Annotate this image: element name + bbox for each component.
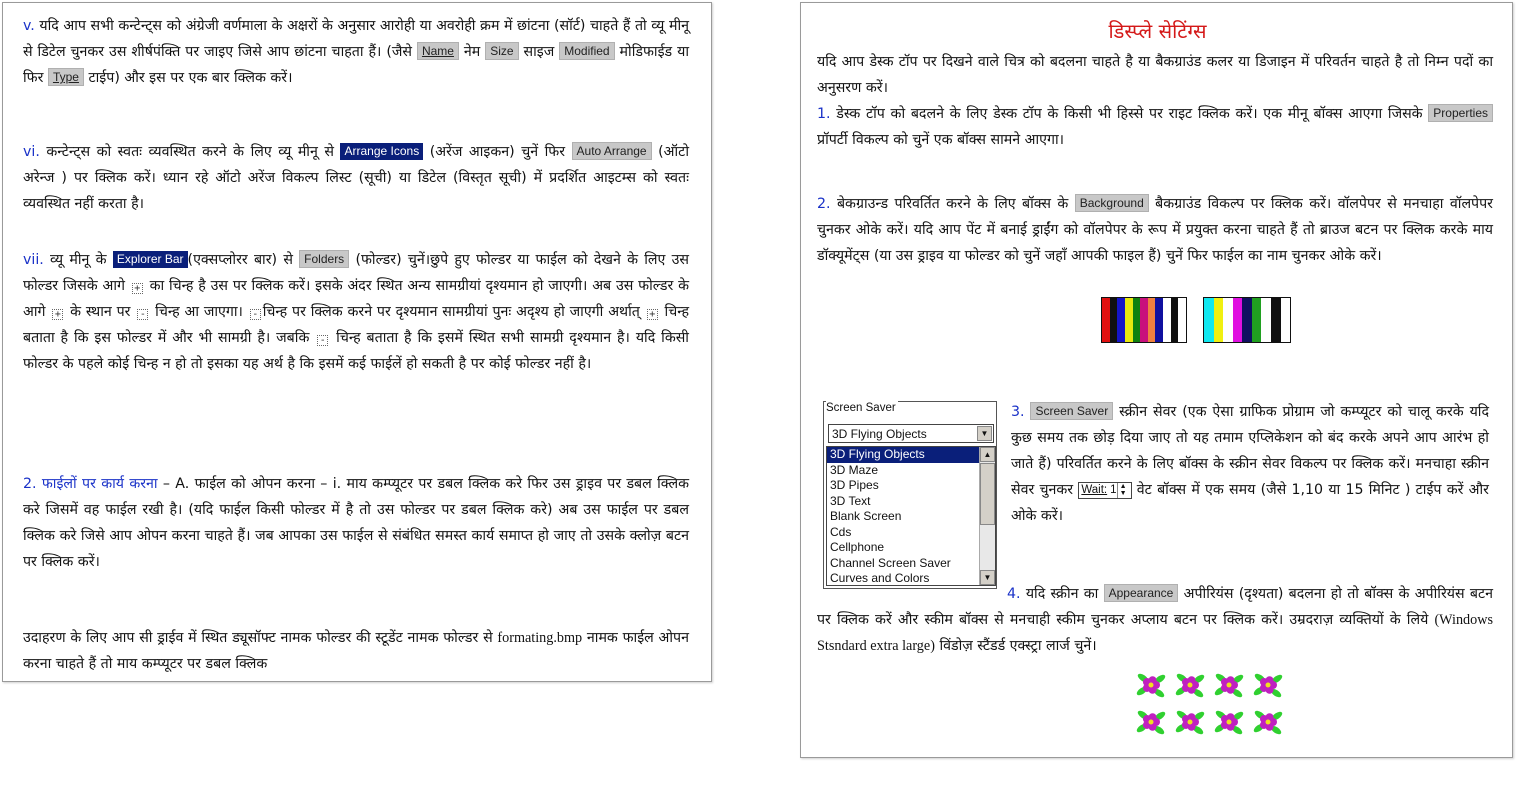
screensaver-dialog [823,401,997,589]
collapse-minus-icon: - [137,309,148,320]
item-marker: vi. [23,144,40,160]
item-marker: v. [23,18,35,34]
properties-menu-item[interactable]: Properties [1428,104,1493,122]
left-document-page [2,2,712,682]
step-number: 2. [817,196,831,212]
flower-motif [1252,709,1283,736]
list-item[interactable]: Cds [830,524,852,539]
paragraph-text: साइज [518,44,560,60]
wait-value: 1 [1110,484,1117,496]
paragraph-text: चिन्ह बताता है कि इस फोल्डर में और भी सामग्री है। जबकि [23,304,690,346]
paragraph-text: नामक फाईल ओपन करना चाहते हैं तो माय कम्प्यूटर पर डबल क्लिक [23,630,689,672]
list-scrollbar[interactable] [979,447,995,585]
list-item[interactable]: 3D Flying Objects [827,447,995,463]
english-scheme-name: (Windows Stsndard extra large) [817,612,1493,654]
modified-column-button[interactable]: Modified [559,42,614,60]
color-stripe [1125,298,1133,342]
color-stripe [1155,298,1163,342]
color-stripe [1102,298,1110,342]
list-item[interactable]: 3D Pipes [830,478,879,492]
flower-motif [1174,672,1205,699]
spinner-arrows-icon[interactable]: ▲ ▼ [1117,483,1129,498]
scroll-thumb[interactable] [980,463,995,525]
item-marker: vii. [23,252,44,268]
folders-menu-item[interactable]: Folders [299,250,349,268]
paragraph-text: (एक्सप्लोरर बार) से [187,252,300,268]
color-stripe [1110,298,1118,342]
step-2-paragraph [817,191,1493,269]
paragraph-text: टाईप) और इस पर एक बार क्लिक करें। [83,70,293,86]
expand-plus-icon: + [132,283,143,294]
page-title: डिस्प्ले सेटिंग्स [1108,19,1207,43]
flower-motif [1213,709,1244,736]
paragraph-text: कन्टेन्ट्स को स्वतः व्यवस्थित करने के लिए व्यू मीनू से [39,144,341,160]
color-stripe [1140,298,1148,342]
paragraph-text: का चिन्ह है उस पर क्लिक करें। इसके अंदर स्थित अन्य सामग्रीयां दृश्यमान हो जाएगी। अब उस फोल्डर के आगे [23,278,689,320]
color-stripe [1252,298,1262,342]
size-column-button[interactable]: Size [485,42,518,60]
paragraph-text: डेस्क टॉप को बदलने के लिए डेस्क टॉप के किसी भी हिस्से पर राइट क्लिक करें। एक मीनू बॉक्स आएगा जिसके [830,106,1429,122]
paragraph-text: यदि स्क्रीन का [1020,586,1104,602]
scroll-up-icon[interactable]: ▲ [980,447,995,462]
paragraph-text: अपीरियंस (दृश्यता) बदलना हो तो बॉक्स के अपीरियंस बटन पर क्लिक करें और स्कीम बॉक्स से मनचाही स्कीम चुनकर अप्लाय बटन पर क्लिक करें। उम्रदराज़ व्यक्तियों के लिये [817,586,1493,628]
color-stripe [1214,298,1224,342]
background-tab[interactable]: Background [1075,194,1149,212]
color-stripe [1117,298,1125,342]
right-document-page [800,2,1513,758]
step-3-paragraph [1011,399,1489,529]
step-4-paragraph [817,581,1493,659]
paragraph-vi [23,139,689,217]
paragraph-example [23,625,689,677]
list-item[interactable]: 3D Text [830,493,871,508]
paragraph-text: चिन्ह पर क्लिक करने पर दृश्यमान सामग्रीयां पुनः अदृश्य हो जाएगी अर्थात् [262,304,645,320]
color-stripe [1242,298,1252,342]
paragraph-text: विंडोज़ स्टैंडर्ड एक्स्ट्रा लार्ज चुनें। [934,638,1097,654]
filename-text: formating.bmp [497,630,583,646]
color-stripe [1148,298,1156,342]
list-item[interactable]: Curves and Colors [830,571,930,585]
color-stripe [1271,298,1281,342]
color-stripe [1178,298,1186,342]
step-number: 3. [1011,404,1025,420]
step-number: 1. [817,106,831,122]
paragraph-text: बेकग्राउन्ड परिवर्तित करने के लिए बॉक्स के [830,196,1075,212]
paragraph-text: व्यू मीनू के [43,252,113,268]
paragraph-text: चिन्ह बताता है कि इसमें स्थित सभी सामग्री दृश्यमान है। यदि किसी फोल्डर के पहले कोई चिन्ह न हो तो इसका यह अर्थ है कि इसमें कई फाईलें हो सकती है पर कोई फोल्डर नहीं है। [23,330,689,372]
wait-spinner[interactable] [1078,482,1131,499]
expand-plus-icon: + [52,309,63,320]
paragraph-v [23,13,689,91]
paragraph-text: चिन्ह आ जाएगा। [150,304,248,320]
list-item[interactable]: 3D Maze [830,462,879,477]
paragraph-text: मोडिफाईड या फिर [23,44,690,86]
paragraph-text: स्क्रीन सेवर (एक ऐसा ग्राफिक प्रोग्राम जो कम्प्यूटर को चालू करके यदि कुछ समय तक छोड़ दिया जाए तो यह तमाम एप्लिकेशन को बंद करके अपने आप आरंभ हो जाते हैं) परिवर्तित करने के लिए बॉक्स के स्क्रीन सेवर विकल्प पर क्लिक करें। मनचाहा स्क्रीन सेवर चुनकर [1011,404,1490,498]
screen-saver-tab[interactable]: Screen Saver [1030,402,1113,420]
paragraph-text: (ऑटो अरेन्ज ) पर क्लिक करें। ध्यान रहे ऑटो अरेंज विकल्प लिस्ट (सूची) या डिटेल (विस्तृत सूची) में प्रदर्शित आइटम्स को स्वतः व्यवस्थित नहीं करता है। [23,144,689,212]
color-stripe [1133,298,1141,342]
color-stripes-image-2 [1203,297,1291,343]
intro-paragraph: यदि आप डेस्क टॉप पर दिखने वाले चित्र को बदलना चाहते है या बैकग्राउंड कलर या डिजाइन में परिवर्तन चाहते है तो निम्न पदों का अनुसरण करें। [817,54,1493,96]
flower-motif [1135,672,1166,699]
flower-motif [1174,709,1205,736]
appearance-tab[interactable]: Appearance [1104,584,1179,602]
flower-motif [1135,709,1166,736]
flower-motif [1213,672,1244,699]
flower-motif [1252,672,1283,699]
color-stripe [1261,298,1271,342]
paragraph-text: वेट बॉक्स में एक समय (जैसे 1,10 या 15 मिनिट ) टाईप करें और ओके करें। [1011,482,1489,524]
auto-arrange-menu-item[interactable]: Auto Arrange [572,142,652,160]
list-item[interactable]: Blank Screen [830,509,902,523]
explorer-bar-menu-item[interactable]: Explorer Bar [113,251,188,268]
list-item[interactable]: Cellphone [830,540,885,554]
step-number: 4. [1007,586,1021,602]
paragraph-files [23,471,689,575]
type-column-button[interactable]: Type [48,68,84,86]
scroll-down-icon[interactable]: ▼ [980,570,995,585]
paragraph-text: प्रॉपर्टी विकल्प को चुनें एक बॉक्स सामने आएगा। [817,132,1065,148]
collapse-minus-icon: - [250,309,261,320]
color-stripe [1204,298,1214,342]
screensaver-dropdown[interactable] [828,424,994,443]
paragraph-text: (फोल्डर) चुनें।छुपे हुए फोल्डर या फाईल को देखने के लिए उस फोल्डर जिसके आगे [23,252,689,294]
flower-pattern-image [1131,667,1289,741]
step-1-paragraph [817,101,1493,153]
screensaver-list[interactable] [826,446,996,586]
paragraph-text: (अरेंज आइकन) चुनें फिर [423,144,572,160]
paragraph-vii [23,247,689,377]
list-item[interactable]: Channel Screen Saver [830,555,951,570]
section-heading: 2. फाईलों पर कार्य करना [23,476,158,492]
wait-label: Wait: [1081,484,1108,496]
color-stripe [1233,298,1243,342]
paragraph-text: के स्थान पर [65,304,136,320]
dropdown-arrow-icon[interactable]: ▼ [977,426,992,441]
collapse-minus-icon: - [317,335,328,346]
color-stripe [1163,298,1171,342]
paragraph-text: उदाहरण के लिए आप सी ड्राईव में स्थित ड्यूसॉफ्ट नामक फोल्डर की स्टूडेंट नामक फोल्डर से [23,630,498,646]
screensaver-selected-value: 3D Flying Objects [832,427,927,441]
name-column-button[interactable]: Name [417,42,459,60]
arrange-icons-menu-item[interactable]: Arrange Icons [340,143,423,160]
color-stripes-image-1 [1101,297,1187,343]
color-stripe [1281,298,1291,342]
paragraph-text: – A. फाईल को ओपन करना – i. माय कम्प्यूटर पर डबल क्लिक करे फिर उस ड्राइव पर डबल क्लिक करे जिसमें वह फाईल रखी है। (यदि फाईल किसी फोल्डर में है तो उस फोल्डर पर डबल क्लिक करे) अब उस फाईल पर डबल क्लिक करे जिसे आप ओपन करना चाहते हैं। जब आपका उस फाईल से संबंधित समस्त कार्य समाप्त हो जाए तो उसके क्लोज़ बटन पर क्लिक करें। [23,476,689,570]
paragraph-text: बैकग्राउंड विकल्प पर क्लिक करें। वॉलपेपर से मनचाहा वॉलपेपर चुनकर ओके करें। यदि आप पेंट में बनाई ड्राईंग को वॉलपेपर के रूप में प्रयुक्त करना चाहते हैं तो ब्राउज बटन पर क्लिक करके माय डॉक्यूमेंट्स (या उस ड्राइव या फोल्डर को चुनें जहाँ आपकी फाइल हैं) चुनें फिर फाईल का नाम चुनकर ओके करें। [817,196,1493,264]
color-stripe [1171,298,1179,342]
paragraph-text: नेम [458,44,486,60]
paragraph-text: यदि आप सभी कन्टेन्ट्स को अंग्रेजी वर्णमाला के अक्षरों के अनुसार आरोही या अवरोही क्रम में छांटना (सॉर्ट) चाहते हैं तो व्यू मीनू से डिटेल चुनकर उस शीर्षपंक्ति पर जाइए जिसे आप छांटना चाहता हैं। (जैसे [23,18,689,60]
expand-plus-icon: + [647,309,658,320]
screensaver-group-label: Screen Saver [826,402,896,414]
color-stripe [1223,298,1233,342]
